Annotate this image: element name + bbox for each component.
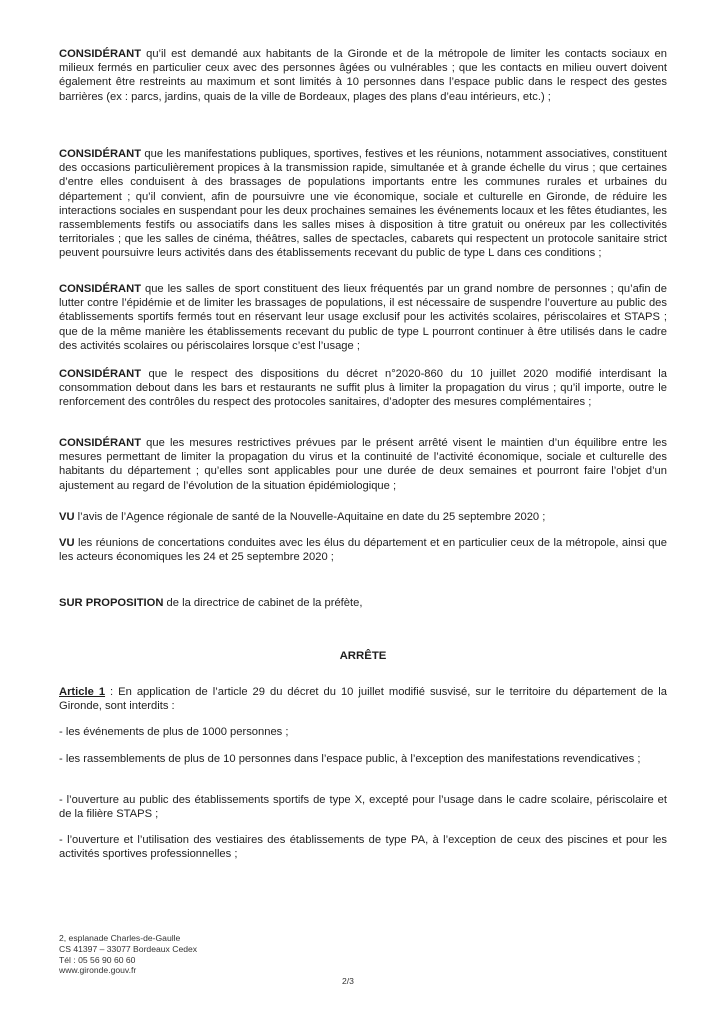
paragraph-lead: VU	[59, 537, 75, 549]
article-1	[59, 685, 667, 713]
paragraph-considerant-1	[59, 47, 667, 104]
article-label: Article 1	[59, 686, 106, 698]
page-number: 2/3	[342, 976, 354, 986]
paragraph-lead: CONSIDÉRANT	[59, 48, 142, 60]
footer-phone: Tél : 05 56 90 60 60	[59, 954, 136, 965]
paragraph-text: de la directrice de cabinet de la préfète,	[163, 597, 363, 609]
paragraph-lead: CONSIDÉRANT	[59, 368, 142, 380]
list-item: - l’ouverture au public des établissements sportifs de type X, excepté pour l’usage dans le cadre scolaire, périscolaire et de la filière STAPS ;	[59, 794, 667, 821]
paragraph-lead: CONSIDÉRANT	[59, 283, 142, 295]
paragraph-considerant-3	[59, 282, 667, 353]
paragraph-sur-proposition	[59, 596, 667, 610]
paragraph-text: que les manifestations publiques, sportives, festives et les réunions, notamment associatives, constituent des occasions particulièrement propices à la transmission rapide, simultanée et à grande échelle du virus ; que certaines d’entre elles conduisent à des brassages de populations importants entre les communes rurales et urbaines du département ; qu’il convient, afin de poursuivre une vie économique, sociale et culturelle en Gironde, de réduire les interactions sociales en suspendant pour les deux prochaines semaines les événements locaux et les fêtes étudiantes, les rassemblements festifs ou associatifs dans les salles mises à disposition à titre gratuit ou onéreux par les collectivités territoriales ; que les salles de cinéma, théâtres, salles de spectacles, cabarets qui respectent un protocole sanitaire strict peuvent poursuivre leurs activités dans des établissements recevant du public de type L dans ces conditions ;	[59, 148, 667, 260]
paragraph-text: que les mesures restrictives prévues par le présent arrêté visent le maintien d’un équilibre entre les mesures permettant de limiter la propagation du virus et la continuité de l’activité économique, sociale et culturelle des habitants du département ; qu’elles sont applicables pour une durée de deux semaines et pourront faire l’objet d’un ajustement au regard de l’évolution de la situation épidémiologique ;	[59, 437, 667, 492]
paragraph-considerant-5	[59, 436, 667, 493]
paragraph-text: que les salles de sport constituent des lieux fréquentés par un grand nombre de personnes ; qu’afin de lutter contre l’épidémie et de limiter les brassages de populations, il est nécessaire de suspendre l’ouverture au public des établissements sportifs fermés tout en réservant leur usage exclusif pour les activités scolaires, périscolaires et STAPS ; que de la même manière les établissements recevant du public de type L pourront continuer à être utilisés dans le cadre des activités scolaires ou périscolaires lorsque c’est l’usage ;	[59, 283, 667, 352]
paragraph-considerant-2	[59, 147, 667, 261]
footer-postal: CS 41397 – 33077 Bordeaux Cedex	[59, 943, 198, 954]
paragraph-lead: CONSIDÉRANT	[59, 437, 142, 449]
footer-website: www.gironde.gouv.fr	[59, 965, 137, 976]
paragraph-text: les réunions de concertations conduites avec les élus du département et en particulier ceux de la métropole, ainsi que les acteurs économiques les 24 et 25 septembre 2020 ;	[59, 537, 667, 564]
paragraph-considerant-4	[59, 367, 667, 410]
list-item: - les rassemblements de plus de 10 personnes dans l’espace public, à l’exception des manifestations revendicatives ;	[59, 753, 641, 765]
paragraph-lead: VU	[59, 511, 75, 523]
list-item: - les événements de plus de 1000 personnes ;	[59, 726, 289, 738]
section-title: ARRÊTE	[339, 650, 387, 662]
paragraph-vu-1	[59, 510, 667, 524]
paragraph-text: l’avis de l’Agence régionale de santé de la Nouvelle-Aquitaine en date du 25 septembre 2020 ;	[74, 511, 546, 523]
paragraph-text: qu’il est demandé aux habitants de la Gironde et de la métropole de limiter les contacts sociaux en milieux fermés en particulier ceux avec des personnes âgées ou vulnérables ; que les contacts en milieu ouvert doivent également être restreints au maximum et sont limités à 10 personnes dans l’espace public dans le respect des gestes barrières (ex : parcs, jardins, quais de la ville de Bordeaux, plages des plans d’eau intérieurs, etc.) ;	[59, 48, 667, 103]
article-text: : En application de l’article 29 du décret du 10 juillet modifié susvisé, sur le territoire du département de la Gironde, sont interdits :	[59, 686, 668, 713]
paragraph-lead: CONSIDÉRANT	[59, 148, 142, 160]
footer-address	[59, 933, 197, 976]
footer-street: 2, esplanade Charles-de-Gaulle	[59, 933, 181, 943]
paragraph-vu-2	[59, 536, 667, 564]
list-item: - l’ouverture et l’utilisation des vestiaires des établissements de type PA, à l’exception de ceux des piscines et pour les activités sportives professionnelles ;	[59, 834, 667, 861]
paragraph-lead: SUR PROPOSITION	[59, 597, 164, 609]
paragraph-text: que le respect des dispositions du décret n°2020-860 du 10 juillet 2020 modifié interdisant la consommation debout dans les bars et restaurants ne suffit plus à limiter la propagation du virus ; qu’il importe, outre le renforcement des contrôles du respect des protocoles sanitaires, d’adopter des mesures complémentaires ;	[59, 368, 667, 409]
